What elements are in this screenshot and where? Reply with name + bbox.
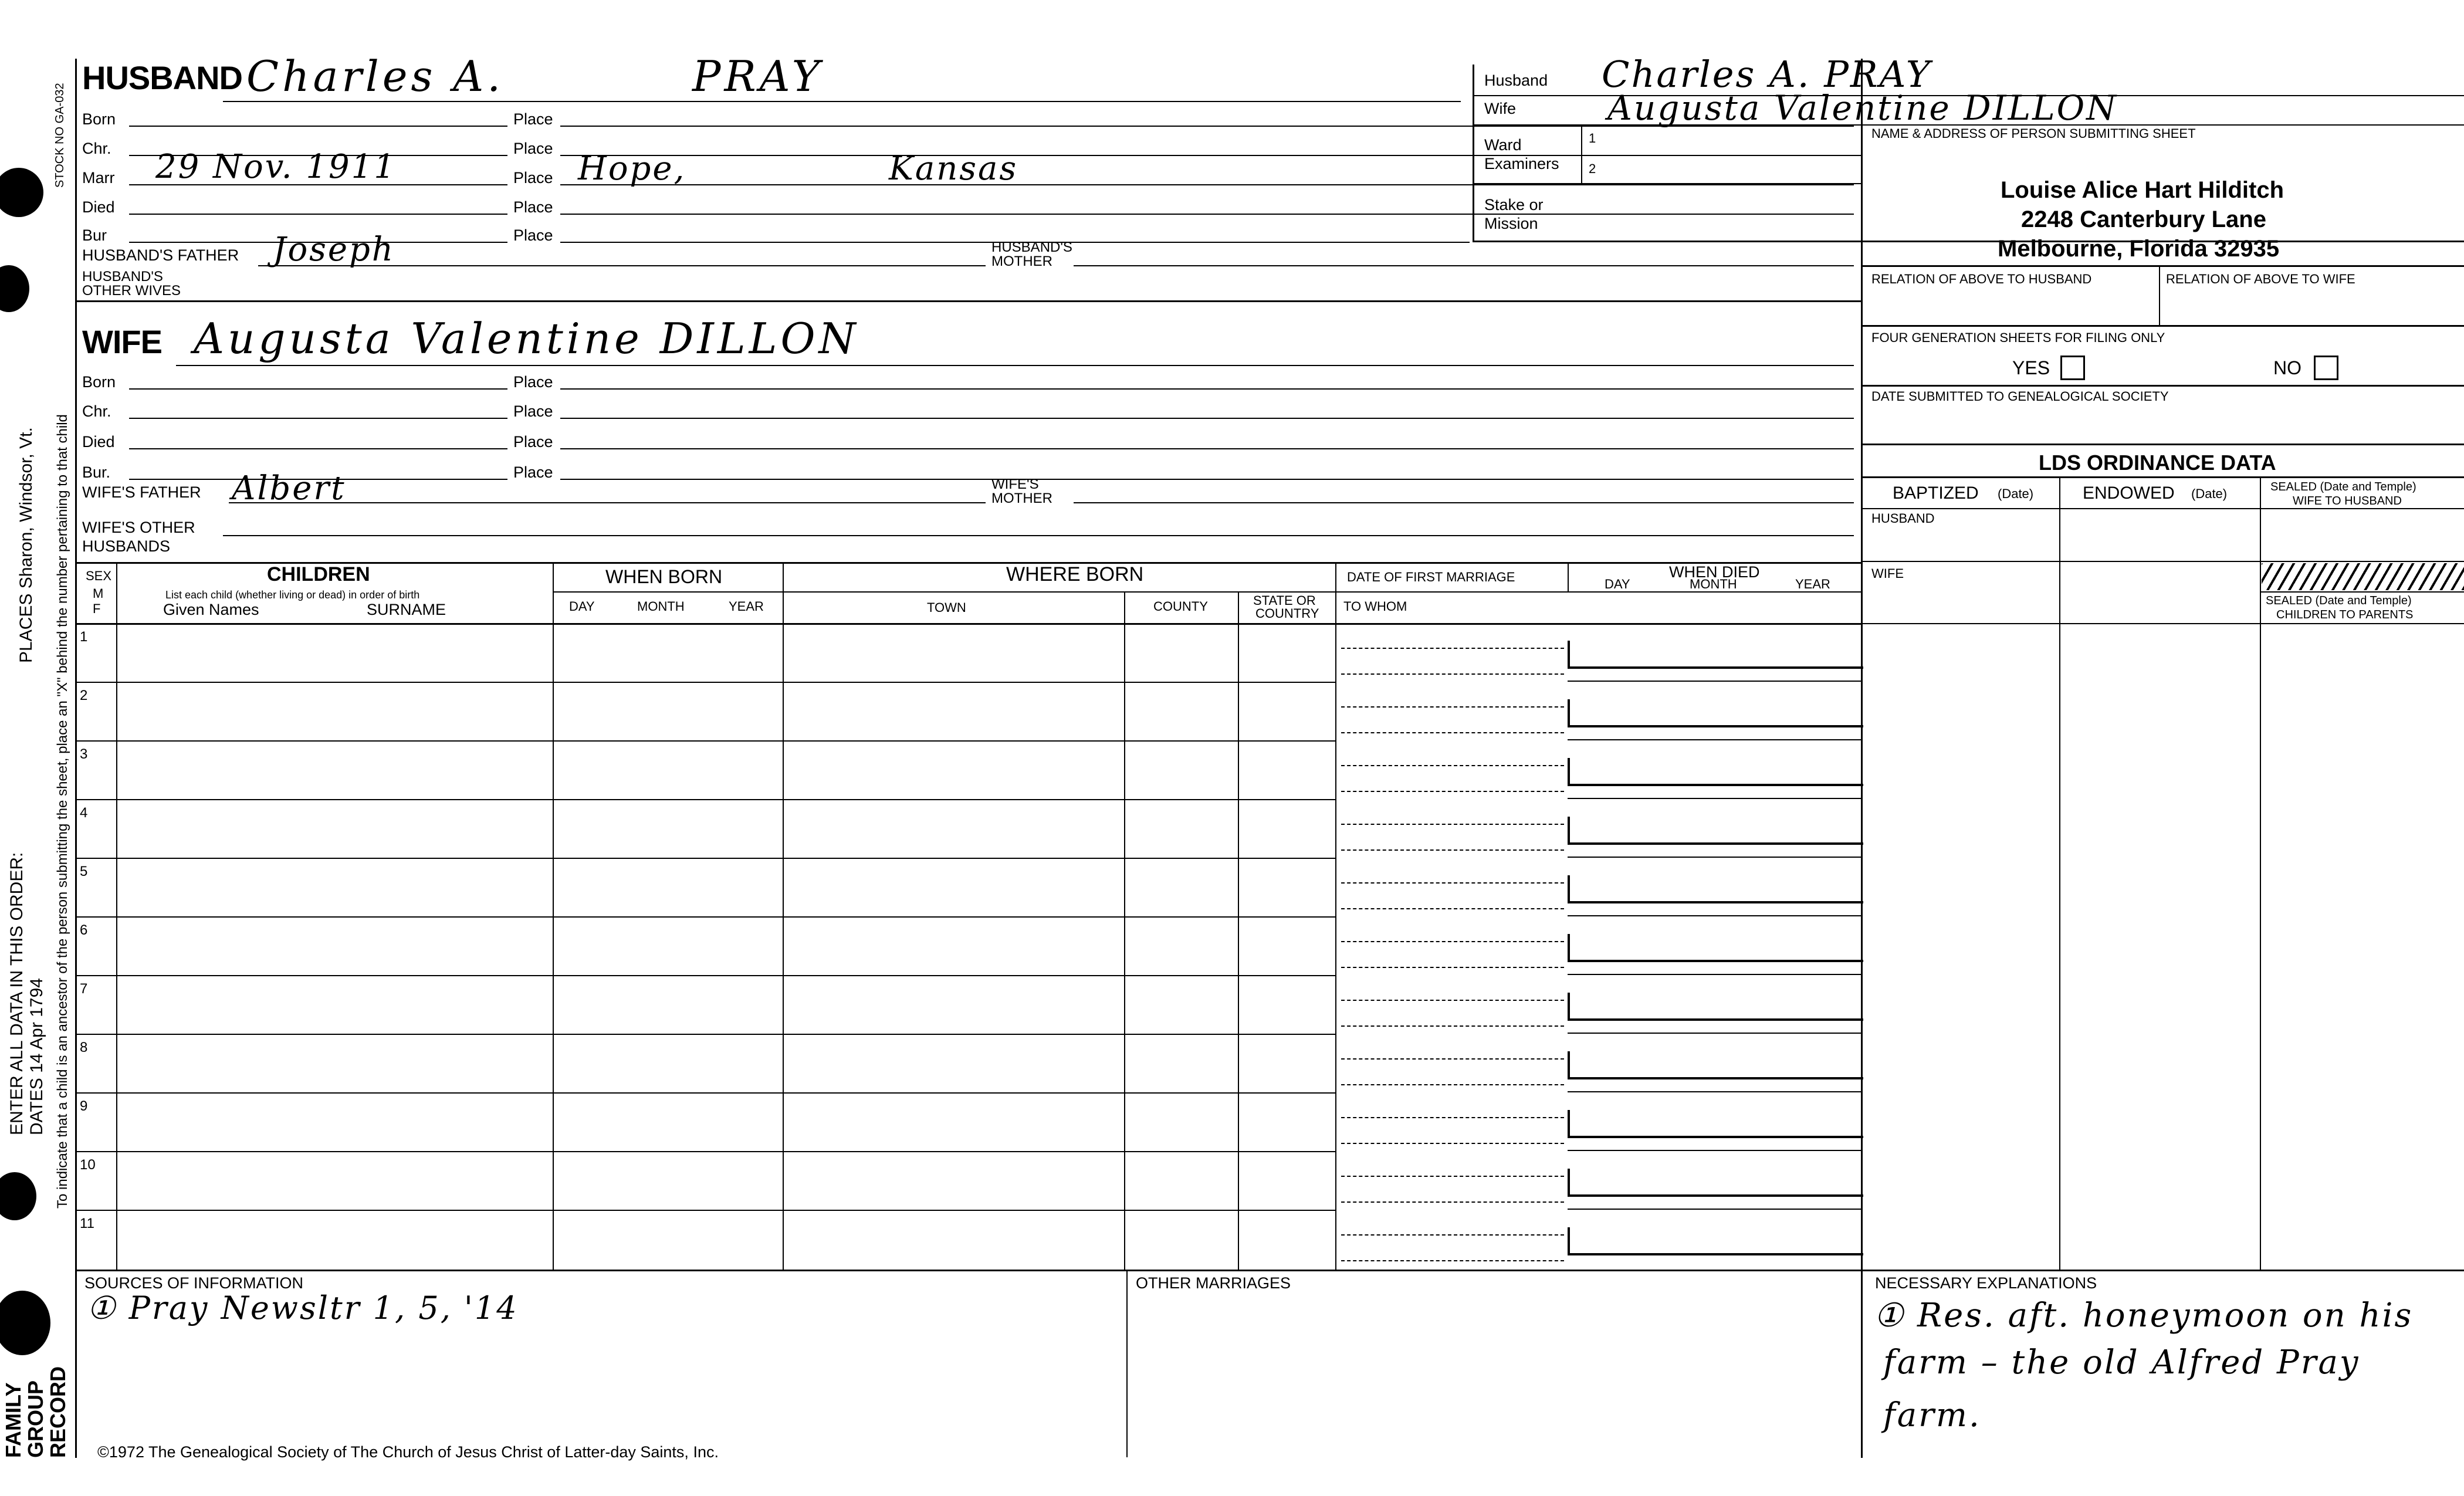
husband-bur-label: Bur: [82, 226, 107, 244]
stock-number: STOCK NO GA-032: [53, 83, 66, 188]
wife-other-husbands-1: WIFE'S OTHER: [82, 519, 195, 536]
first-marriage: DATE OF FIRST MARRIAGE: [1347, 570, 1515, 584]
husband-died-label: Died: [82, 198, 115, 216]
header-ex2: 2: [1589, 161, 1596, 176]
child-died-row-line: [1568, 798, 1861, 799]
husband-marr-place-line: [560, 184, 1854, 185]
wife-name-line: [176, 365, 1854, 366]
four-gen-label: FOUR GENERATION SHEETS FOR FILING ONLY: [1871, 330, 2165, 345]
header-ward-bottom: [1473, 183, 1861, 184]
child-died-row-line: [1568, 1033, 1861, 1034]
header-ward-label: Ward: [1484, 136, 1522, 154]
lds-sealed-children-1: SEALED (Date and Temple): [2266, 594, 2412, 607]
child-marriage-date-line: [1341, 1058, 1564, 1060]
child-marriage-whom-line: [1341, 1025, 1564, 1027]
child-marriage-date-line: [1341, 824, 1564, 825]
where-county: COUNTY: [1153, 599, 1208, 614]
husband-father-value[interactable]: Joseph: [273, 231, 395, 269]
line-children-bottom: [75, 1270, 2464, 1271]
child-marriage-date-line: [1341, 648, 1564, 649]
four-gen-yes: YES: [2012, 357, 2050, 378]
child-died-box[interactable]: [1568, 817, 1863, 845]
wife-chr-place-label: Place: [513, 402, 553, 420]
child-row-line: [75, 1034, 1335, 1035]
child-row-number: 8: [80, 1040, 88, 1055]
child-marriage-whom-line: [1341, 791, 1564, 792]
husband-died-place-line: [560, 214, 1854, 215]
rel-top-line: [1861, 265, 2464, 267]
child-row-number: 11: [80, 1216, 94, 1231]
line-husband-bottom: [75, 300, 1861, 302]
child-died-row-line: [1568, 915, 1861, 916]
form-title-group: GROUP: [23, 1380, 48, 1458]
binder-hole-4: [0, 1291, 50, 1355]
wife-mother-line: [1074, 502, 1854, 503]
side-places: PLACES Sharon, Windsor, Vt.: [16, 427, 36, 663]
lds-wife: WIFE: [1871, 566, 1904, 581]
header-wife-value[interactable]: Augusta Valentine DILLON: [1607, 88, 2118, 128]
sources-value[interactable]: ① Pray Newsltr 1, 5, '14: [87, 1289, 519, 1326]
explanation-line-1[interactable]: ① Res. aft. honeymoon on his: [1874, 1297, 2414, 1335]
wife-name[interactable]: Augusta Valentine DILLON: [194, 314, 859, 363]
wife-mother-label-1: WIFE'S: [991, 476, 1039, 492]
born-month: MONTH: [637, 599, 685, 614]
wife-other-husbands-2: HUSBANDS: [82, 537, 171, 555]
submitter-name[interactable]: Louise Alice Hart Hilditch: [2001, 177, 2284, 203]
child-row-line: [75, 1151, 1335, 1152]
submitter-city[interactable]: Melbourne, Florida 32935: [1998, 236, 2280, 262]
copyright: ©1972 The Genealogical Society of The Church of Jesus Christ of Latter-day Saints, Inc.: [97, 1443, 719, 1461]
child-sex-m: M: [93, 586, 104, 601]
child-marriage-date-line: [1341, 1117, 1564, 1118]
child-row-line: [75, 975, 1335, 976]
husband-died-place-label: Place: [513, 198, 553, 216]
lds-husband-bottom: [1861, 561, 2464, 562]
child-marriage-date-line: [1341, 1176, 1564, 1177]
wife-born-label: Born: [82, 373, 116, 391]
line-children-header: [75, 623, 1861, 625]
rel-wife-label: RELATION OF ABOVE TO WIFE: [2166, 272, 2355, 286]
explanations-label: NECESSARY EXPLANATIONS: [1875, 1274, 2097, 1292]
child-died-box[interactable]: [1568, 1227, 1863, 1255]
submitter-label: NAME & ADDRESS OF PERSON SUBMITTING SHEET: [1871, 126, 2196, 141]
side-enter-order: ENTER ALL DATA IN THIS ORDER:: [7, 852, 26, 1135]
husband-heading: HUSBAND: [82, 59, 242, 96]
wife-mother-label-2: MOTHER: [991, 490, 1052, 506]
wife-chr-place-line: [560, 418, 1854, 419]
children-subtitle: List each child (whether living or dead) in order of birth: [165, 589, 420, 601]
lds-sealed-children-2: CHILDREN TO PARENTS: [2276, 608, 2414, 621]
child-marriage-whom-line: [1341, 849, 1564, 851]
child-row-number: 1: [80, 629, 88, 645]
lds-top-line: [1861, 444, 2464, 445]
child-marriage-whom-line: [1341, 1143, 1564, 1144]
form-title-record: RECORD: [46, 1366, 70, 1458]
lds-sealed-2: WIFE TO HUSBAND: [2293, 495, 2402, 507]
binder-hole-2: [0, 265, 29, 312]
husband-chr-place-label: Place: [513, 140, 553, 157]
child-row-number: 2: [80, 688, 88, 703]
husband-marr-date[interactable]: 29 Nov. 1911: [155, 148, 397, 186]
explanation-line-3[interactable]: farm.: [1883, 1396, 1981, 1434]
wife-born-line: [129, 388, 507, 390]
header-stake-label: Stake or: [1484, 196, 1544, 214]
child-marriage-whom-line: [1341, 967, 1564, 968]
child-marriage-whom-line: [1341, 908, 1564, 909]
lds-husband: HUSBAND: [1871, 511, 1935, 526]
sources-label: SOURCES OF INFORMATION: [84, 1274, 304, 1292]
first-marriage-line: [1335, 591, 1568, 593]
child-died-box[interactable]: [1568, 934, 1863, 962]
husband-born-line: [129, 126, 507, 127]
lds-header-bottom: [1861, 508, 2464, 509]
husband-mother-line: [1074, 265, 1854, 266]
no-checkbox[interactable]: [2314, 356, 2338, 380]
where-state-1: STATE OR: [1253, 593, 1316, 608]
husband-marr-place-label: Place: [513, 169, 553, 187]
child-marriage-date-line: [1341, 882, 1564, 884]
husband-father-line: [258, 265, 986, 266]
child-marriage-whom-line: [1341, 673, 1564, 675]
child-died-row-line: [1568, 1209, 1861, 1210]
wife-chr-line: [129, 418, 507, 419]
where-town: TOWN: [927, 600, 966, 615]
rel-bottom-line: [1861, 325, 2464, 327]
lds-col-2: [2260, 476, 2261, 1270]
husband-died-line: [129, 214, 507, 215]
child-marriage-date-line: [1341, 941, 1564, 942]
wife-heading: WIFE: [82, 323, 162, 360]
form-title-family: FAMILY: [1, 1382, 25, 1458]
wife-chr-label: Chr.: [82, 402, 111, 420]
col-when-born: [783, 562, 784, 1270]
col-county: [1238, 591, 1239, 1270]
rel-husband-label: RELATION OF ABOVE TO HUSBAND: [1871, 272, 2092, 286]
born-day: DAY: [569, 599, 595, 614]
header-husband-value[interactable]: Charles A. PRAY: [1602, 53, 1932, 96]
where-born-line: [783, 591, 1335, 593]
died-day: DAY: [1605, 577, 1630, 591]
child-marriage-date-line: [1341, 1000, 1564, 1001]
wife-father-line: [229, 502, 986, 503]
child-died-box[interactable]: [1568, 641, 1863, 669]
child-row-line: [75, 1092, 1335, 1094]
child-row-number: 5: [80, 864, 88, 879]
binder-hole-1: [0, 168, 43, 217]
when-died: WHEN DIED: [1669, 563, 1760, 581]
wife-bur-place-label: Place: [513, 463, 553, 481]
lds-hatch: [2262, 563, 2464, 590]
col-children: [553, 562, 554, 1270]
header-mission-label: Mission: [1484, 215, 1538, 232]
wife-father-label: WIFE'S FATHER: [82, 483, 201, 501]
wife-died-line: [129, 448, 507, 449]
husband-bur-place-label: Place: [513, 226, 553, 244]
wife-bur-label: Bur.: [82, 463, 111, 481]
child-marriage-whom-line: [1341, 1084, 1564, 1085]
husband-other-wives-1: HUSBAND'S: [82, 269, 163, 285]
lds-endowed-date: (Date): [2191, 486, 2228, 501]
header-ex1: 1: [1589, 131, 1596, 145]
child-row-line: [75, 682, 1335, 683]
husband-chr-label: Chr.: [82, 140, 111, 157]
side-instruction: To indicate that a child is an ancestor of the person submitting the sheet, place an "X" behind the number pertaining to that child: [55, 414, 70, 1209]
col-town: [1124, 591, 1125, 1270]
header-husband-label: Husband: [1484, 72, 1548, 89]
rel-divider: [2159, 265, 2160, 325]
children-title: CHILDREN: [267, 563, 370, 585]
child-died-row-line: [1568, 681, 1861, 682]
child-died-row-line: [1568, 739, 1861, 740]
died-month: MONTH: [1690, 577, 1737, 591]
child-marriage-date-line: [1341, 1234, 1564, 1236]
lds-title: LDS ORDINANCE DATA: [2039, 451, 2276, 475]
child-died-row-line: [1568, 1150, 1861, 1151]
died-year: YEAR: [1795, 577, 1830, 591]
child-died-box[interactable]: [1568, 993, 1863, 1021]
explanation-line-2[interactable]: farm – the old Alfred Pray: [1883, 1343, 2360, 1382]
submitter-street[interactable]: 2248 Canterbury Lane: [2021, 207, 2266, 232]
wife-other-husbands-line: [223, 535, 1854, 536]
husband-marr-label: Marr: [82, 169, 115, 187]
to-whom: TO WHOM: [1343, 599, 1407, 614]
date-submitted-top: [1861, 385, 2464, 387]
where-born: WHERE BORN: [1006, 563, 1144, 585]
frame-left: [75, 59, 77, 1458]
husband-born-place-label: Place: [513, 110, 553, 128]
child-row-line: [75, 916, 1335, 918]
child-died-box[interactable]: [1568, 758, 1863, 786]
child-row-line: [75, 858, 1335, 859]
lds-baptized: BAPTIZED: [1893, 483, 1979, 503]
child-row-number: 4: [80, 805, 88, 821]
child-row-line: [75, 1210, 1335, 1211]
child-row-number: 3: [80, 746, 88, 762]
husband-marr-town[interactable]: Hope,: [578, 150, 686, 188]
child-died-box[interactable]: [1568, 699, 1863, 727]
child-died-box[interactable]: [1568, 1051, 1863, 1079]
wife-born-place-line: [560, 388, 1854, 390]
child-died-box[interactable]: [1568, 875, 1863, 903]
children-surname: SURNAME: [367, 601, 446, 618]
lds-title-line: [1861, 476, 2464, 478]
wife-died-place-label: Place: [513, 433, 553, 451]
header-wife-label: Wife: [1484, 100, 1516, 117]
child-marriage-date-line: [1341, 706, 1564, 708]
col-where-born: [1335, 562, 1336, 1270]
line-header-bottom: [1473, 241, 2464, 242]
child-row-number: 6: [80, 922, 88, 938]
husband-mother-label-2: MOTHER: [991, 253, 1052, 269]
yes-checkbox[interactable]: [2060, 356, 2085, 380]
child-marriage-date-line: [1341, 765, 1564, 766]
husband-given-name[interactable]: Charles A.: [246, 52, 505, 101]
child-marriage-whom-line: [1341, 1260, 1564, 1261]
child-row-number: 10: [80, 1157, 96, 1173]
husband-father-label: HUSBAND'S FATHER: [82, 246, 239, 264]
child-row-number: 7: [80, 981, 88, 997]
children-given-names: Given Names: [163, 601, 259, 618]
child-died-box[interactable]: [1568, 1169, 1863, 1197]
husband-other-wives-2: OTHER WIVES: [82, 283, 181, 299]
husband-surname[interactable]: PRAY: [692, 52, 824, 101]
where-state-2: COUNTRY: [1255, 606, 1319, 621]
header-examiners-label: Examiners: [1484, 155, 1559, 172]
four-gen-no: NO: [2273, 357, 2301, 378]
examiners-mid-line: [1581, 155, 1861, 156]
side-dates: DATES 14 Apr 1794: [27, 978, 46, 1135]
wife-died-place-line: [560, 448, 1854, 449]
child-row-number: 9: [80, 1098, 88, 1114]
husband-marr-state[interactable]: Kansas: [889, 150, 1018, 188]
when-born-line: [553, 591, 783, 593]
husband-mother-label-1: HUSBAND'S: [991, 239, 1072, 255]
other-marriages-label: OTHER MARRIAGES: [1136, 1274, 1291, 1292]
col-other-marriages: [1126, 1270, 1128, 1457]
lds-col-1: [2059, 476, 2060, 1270]
when-born: WHEN BORN: [605, 566, 723, 587]
wife-born-place-label: Place: [513, 373, 553, 391]
wife-father-value[interactable]: Albert: [232, 469, 346, 507]
lds-wife-bottom: [1861, 623, 2464, 624]
child-sex: SEX: [86, 568, 112, 583]
husband-born-label: Born: [82, 110, 116, 128]
binder-hole-3: [0, 1172, 36, 1220]
examiners-divider: [1581, 124, 1582, 183]
lds-endowed: ENDOWED: [2083, 483, 2175, 503]
child-sex-f: F: [93, 601, 101, 616]
husband-name-line: [223, 101, 1461, 102]
child-died-row-line: [1568, 1091, 1861, 1092]
lds-baptized-date: (Date): [1998, 486, 2034, 501]
wife-bur-place-line: [560, 479, 1854, 480]
child-died-row-line: [1568, 974, 1861, 975]
child-marriage-whom-line: [1341, 1201, 1564, 1203]
child-row-line: [75, 799, 1335, 800]
child-died-box[interactable]: [1568, 1110, 1863, 1138]
child-died-row-line: [1568, 857, 1861, 858]
lds-hatch-bottom: [2260, 591, 2464, 593]
born-year: YEAR: [729, 599, 764, 614]
col-sex: [116, 562, 117, 1270]
lds-sealed-1: SEALED (Date and Temple): [2270, 480, 2416, 493]
child-row-line: [75, 740, 1335, 742]
date-submitted-label: DATE SUBMITTED TO GENEALOGICAL SOCIETY: [1871, 389, 2169, 404]
header-wife-line: [1473, 124, 2464, 126]
child-marriage-whom-line: [1341, 732, 1564, 733]
wife-died-label: Died: [82, 433, 115, 451]
